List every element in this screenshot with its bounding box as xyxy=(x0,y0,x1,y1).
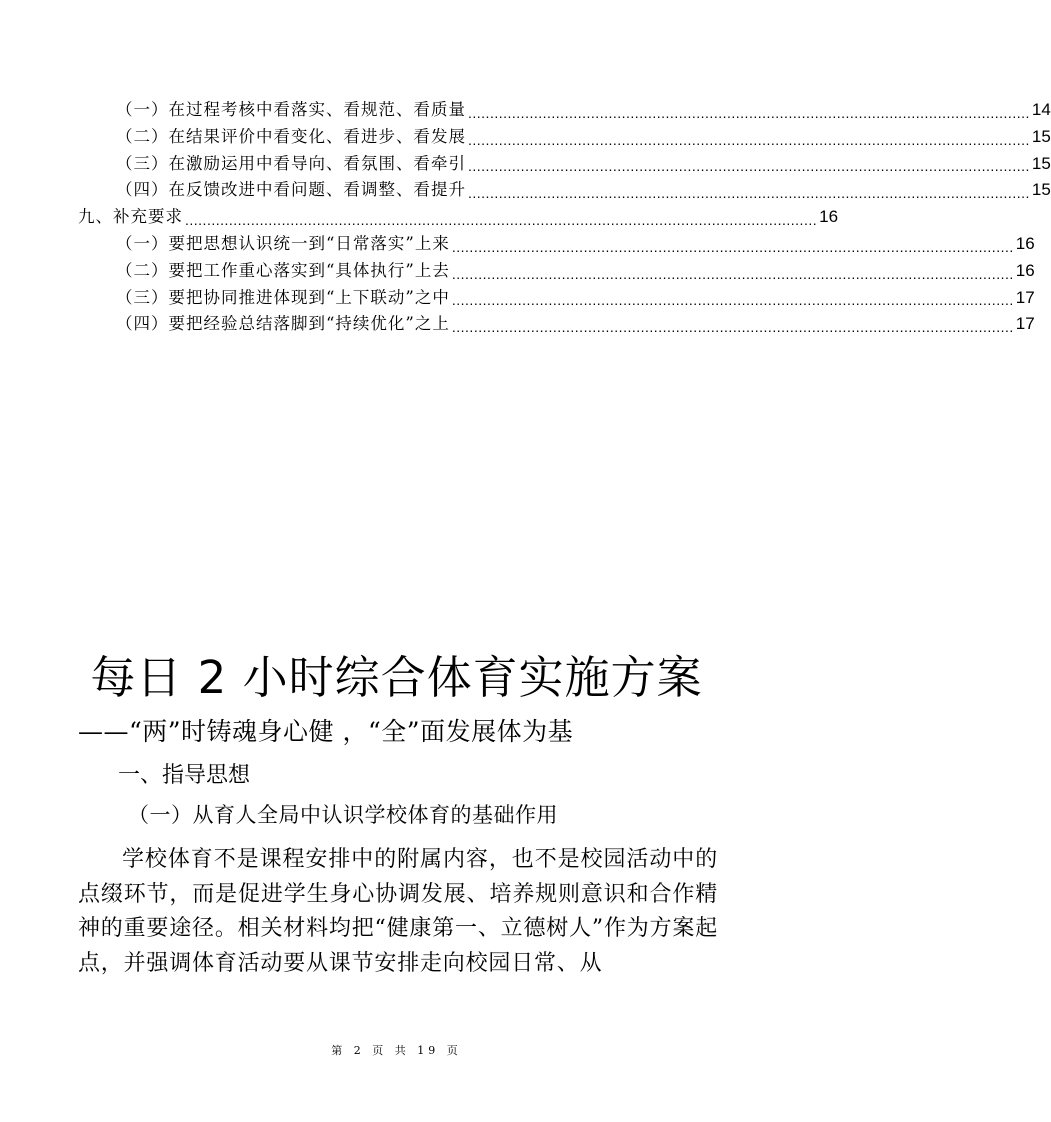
subsection-heading: （一）从育人全局中认识学校体育的基础作用 xyxy=(128,803,558,827)
document-subtitle: ——“两”时铸魂身心健 ，“全”面发展体为基 xyxy=(78,717,574,746)
toc-entry-page: 16 xyxy=(1015,233,1035,253)
toc-leader-dots: ................................................................................................................................ xyxy=(468,104,1030,121)
toc-entry[interactable] xyxy=(78,97,1051,124)
table-of-contents xyxy=(78,97,1051,338)
toc-entry[interactable] xyxy=(78,177,1051,204)
toc-leader-dots: ................................................................................................................................ xyxy=(451,292,1014,309)
toc-entry-page: 17 xyxy=(1015,314,1035,334)
toc-entry[interactable] xyxy=(78,124,1051,151)
toc-entry-label: （三）在激励运用中看导向、看氛围、看牵引 xyxy=(116,153,466,173)
toc-entry-label: （一）要把思想认识统一到“日常落实”上来 xyxy=(116,233,450,253)
toc-leader-dots: ................................................................................................................................ xyxy=(451,265,1014,282)
toc-entry-page: 16 xyxy=(1015,260,1035,280)
toc-entry[interactable] xyxy=(78,204,839,231)
toc-entry[interactable] xyxy=(78,151,1051,178)
toc-entry[interactable] xyxy=(78,258,1035,285)
toc-entry[interactable] xyxy=(78,231,1035,258)
section-heading: 一、指导思想 xyxy=(118,763,251,788)
toc-leader-dots: ................................................................................................................................ xyxy=(451,238,1014,255)
toc-entry[interactable] xyxy=(78,285,1035,312)
toc-entry-label: （一）在过程考核中看落实、看规范、看质量 xyxy=(116,100,466,119)
toc-entry-page: 15 xyxy=(1031,153,1051,173)
toc-entry-label: （二）要把工作重心落实到“具体执行”上去 xyxy=(116,260,450,280)
toc-entry-page: 15 xyxy=(1031,126,1051,146)
toc-entry-label: （三）要把协同推进体现到“上下联动”之中 xyxy=(116,287,450,307)
document-title: 每日 2 小时综合体育实施方案 xyxy=(90,651,703,704)
toc-entry-label: 九、补充要求 xyxy=(78,207,183,227)
toc-entry[interactable] xyxy=(78,311,1035,338)
toc-leader-dots: ................................................................................................................................ xyxy=(468,158,1030,175)
toc-entry-label: （四）在反馈改进中看问题、看调整、看提升 xyxy=(116,180,466,200)
toc-entry-label: （二）在结果评价中看变化、看进步、看发展 xyxy=(116,126,466,146)
toc-leader-dots: ................................................................................................................................................ xyxy=(185,211,818,228)
toc-leader-dots: ................................................................................................................................ xyxy=(468,131,1030,148)
toc-entry-page: 15 xyxy=(1031,180,1051,200)
toc-entry-page: 17 xyxy=(1015,287,1035,307)
toc-leader-dots: ................................................................................................................................ xyxy=(468,185,1030,202)
page-footer: 第 2 页 共 19 页 xyxy=(331,1044,462,1057)
toc-entry-page: 16 xyxy=(819,207,839,227)
body-paragraph: 学校体育不是课程安排中的附属内容，也不是校园活动中的点缀环节，而是促进学生身心协调发展、培养规则意识和合作精神的重要途径。相关材料均把“健康第一、立德树人”作为方案起点，并强调体育活动要从课节安排走向校园日常、从 xyxy=(78,847,718,976)
toc-entry-page: 14 xyxy=(1031,100,1051,119)
toc-entry-label: （四）要把经验总结落脚到“持续优化”之上 xyxy=(116,314,450,334)
toc-leader-dots: ................................................................................................................................ xyxy=(451,319,1014,336)
